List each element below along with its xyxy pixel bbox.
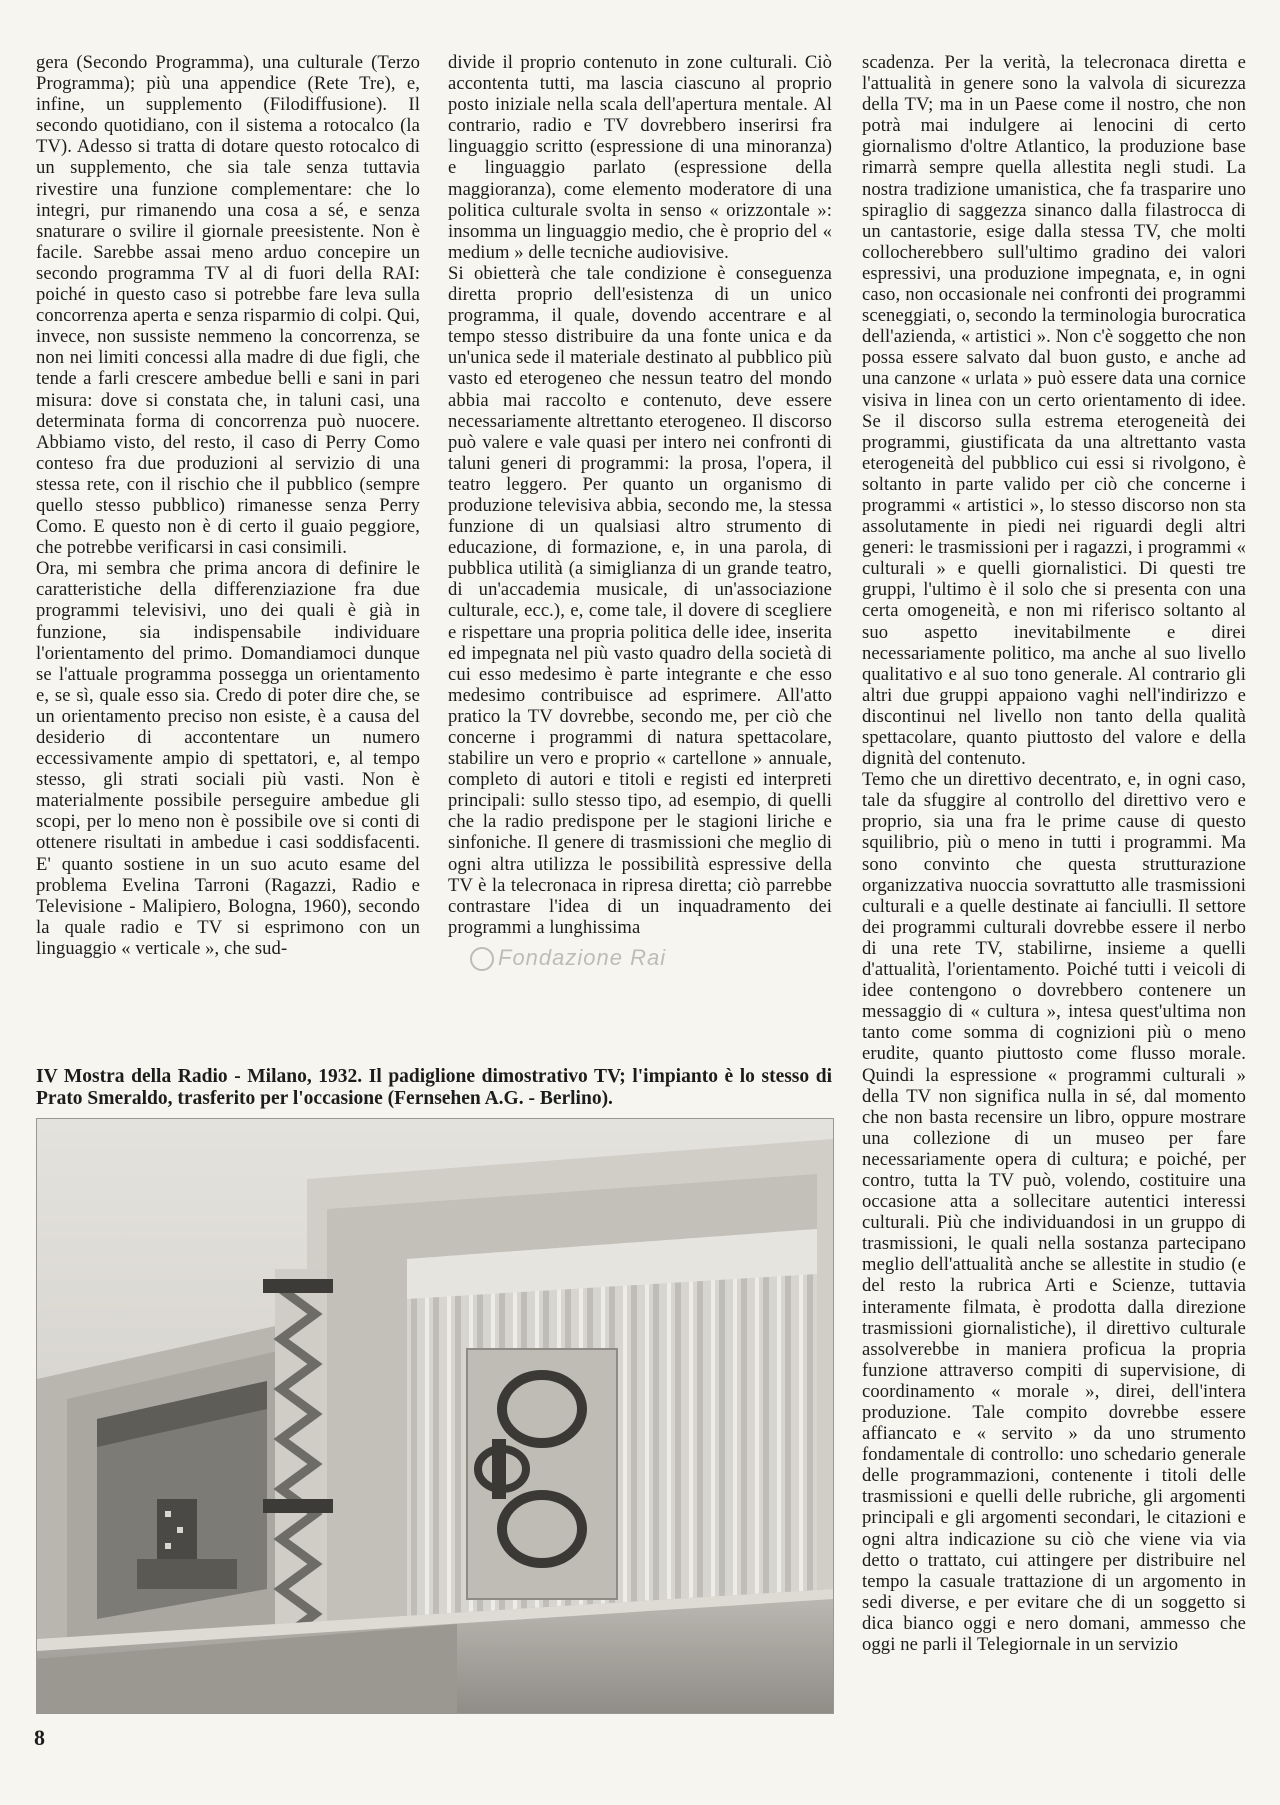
page-number: 8 (34, 1725, 45, 1750)
text-column-1 (36, 52, 420, 959)
photo-caption: IV Mostra della Radio - Milano, 1932. Il padiglione dimostrativo TV; l'impianto è lo stesso di Prato Smeraldo, trasferito per l'occasione (Fernsehen A.G. - Berlino). (36, 1066, 832, 1109)
watermark-logo-icon (470, 947, 494, 971)
paragraph: gera (Secondo Programma), una culturale (Terzo Programma); più una appendice (Rete Tre), e, infine, un supplemento (Filodiffusione). Il secondo quotidiano, con il sistema a rotocalco (la TV). Adesso si tratta di dotare questo rotocalco di un supplemento, che sia tale senza tuttavia rivestire una funzione complementare: che lo integri, pur rimanendo una cosa a sé, e senza snaturare o svilire il giornale preesistente. Non è facile. Sarebbe assai meno arduo concepire un secondo programma TV al di fuori della RAI: poiché in questo caso si potrebbe fare leva sulla concorrenza aperta e senza risparmio di colpi. Qui, invece, non sussiste nemmeno la concorrenza, se non nei limiti concessi alla madre di due figli, che tende a farli crescere ambedue belli e sani in pari misura: dove si constata che, in taluni casi, una determinata forma di concorrenza può nuocere. Abbiamo visto, del resto, il caso di Perry Como conteso fra due produzioni al servizio di una stessa rete, con il rischio che il pubblico (sempre quello stesso pubblico) rimanesse senza Perry Como. E questo non è di certo il guaio peggiore, che potrebbe verificarsi in casi consimili. (36, 52, 420, 559)
paragraph: scadenza. Per la verità, la telecronaca diretta e l'attualità in genere sono la valvola di sicurezza della TV; ma in un Paese come il nostro, che non potrà mai indulgere ai lenocini di certo giornalismo d'oltre Atlantico, la produzione base rimarrà sempre quella allestita negli studi. La nostra tradizione umanistica, che fa trasparire uno spiraglio di saggezza sinanco dalla filastrocca di un cantastorie, esige dalla stessa TV, che molti collocherebbero sull'ultimo gradino dei valori espressivi, una produzione impegnata, e, in ogni caso, non occasionale nei confronti dei programmi sceneggiati, o, secondo la terminologia burocratica dell'azienda, « artistici ». Non c'è soggetto che non possa essere salvato dal buon gusto, e anche ad una canzone « urlata » può essere data una cornice visiva in linea con un certo orientamento di idee. Se il discorso sulla estrema eterogeneità dei programmi, giustificata da una altrettanto vasta eterogeneità del pubblico cui essi si rivolgono, è soltanto in parte valido per ciò che concerne i programmi « artistici », lo stesso discorso non sta assolutamente in piedi nei riguardi degli altri generi: le trasmissioni per i ragazzi, i programmi « culturali » e quelli giornalistici. Di questi tre gruppi, l'ultimo è il solo che si presenta con una certa omogeneità, e non mi riferisco soltanto al suo aspetto inevitabilmente e direi necessariamente politico, ma anche al suo livello qualitativo e al suo tono generale. Al contrario gli altri due gruppi appaiono vaghi nell'indirizzo e discontinui nel livello non tanto della qualità spettacolare, quanto piuttosto del valore e della dignità del contenuto. (862, 52, 1246, 770)
text-column-3 (862, 52, 1246, 1655)
paragraph: divide il proprio contenuto in zone culturali. Ciò accontenta tutti, ma lascia ciascuno al proprio posto iniziale nella scala dell'apertura mentale. Al contrario, radio e TV dovrebbero inserirsi fra linguaggio scritto (espressione di una minoranza) e linguaggio parlato (espressione della maggioranza), come elemento moderatore di una politica culturale svolta in senso « orizzontale »: insomma un linguaggio medio, che è proprio del « medium » delle tecniche audiovisive. (448, 52, 832, 263)
text-column-2 (448, 52, 832, 938)
paragraph: Si obietterà che tale condizione è conseguenza diretta proprio dell'esistenza di un unico programma, il quale, dovendo accentrare e al tempo stesso distribuire da una fonte unica e da un'unica sede il materiale destinato al pubblico più vasto ed eterogeneo che nessun teatro del mondo abbia mai raccolto e contenuto, deve essere necessariamente altrettanto eterogeneo. Il discorso può valere e vale quasi per intero nei confronti di taluni generi di programmi: la prosa, l'opera, il teatro leggero. Per quanto un organismo di produzione televisiva abbia, secondo me, la stessa funzione di un qualsiasi altro strumento di educazione, di formazione, e, in una parola, di pubblica utilità (a simiglianza di un grande teatro, di un'accademia musicale, di un'associazione culturale, ecc.), e, come tale, il dovere di scegliere e rispettare una propria politica delle idee, inserita ed impegnata nel più vasto quadro della società di cui esso medesimo è parte integrante e che esso medesimo contribuisce ad esprimere. All'atto pratico la TV dovrebbe, secondo me, per ciò che concerne i programmi di natura spettacolare, stabilire un vero e proprio « cartellone » annuale, completo di autori e titoli e registi ed interpreti principali: sullo stesso tipo, ad esempio, di quelli che la radio predispone per le stagioni liriche e sinfoniche. Il genere di trasmissioni che meglio di ogni altra utilizza le possibilità espressive della TV è la telecronaca in ripresa diretta; ciò parrebbe contrastare l'idea di un inquadramento dei programmi a lunghissima (448, 262, 832, 938)
paragraph: Temo che un direttivo decentrato, e, in ogni caso, tale da sfuggire al controllo del direttivo vero e proprio, sia una fra le prime cause di questo squilibrio, più o meno in tutti i programmi. Ma sono convinto che questa strutturazione organizzativa nuoccia sovrattutto alle trasmissioni culturali e a quelle destinate ai fanciulli. Il settore dei programmi culturali dovrebbe essere il nerbo di una rete TV, stabilirne, insieme a quelli d'attualità, l'orientamento. Poiché tutti i veicoli di idee contengono o dovrebbero contenere un messaggio di « cultura », intesa quest'ultima non tanto come somma di cognizioni più o meno erudite, quanto piuttosto come flusso morale. Quindi la espressione « programmi culturali » della TV non significa nulla in sé, dal momento che non basta recensire un libro, oppure mostrare una collezione di un museo per fare necessariamente opera di cultura; e poiché, per contro, tutta la TV può, volendo, costituire una occasione atta a sollecitare autentici interessi culturali. Più che individuandosi in un gruppo di trasmissioni, le quali nella sostanza partecipano meglio dell'attualità anche se allestite in studio (e del resto la rubrica Arti e Scienze, tuttavia interamente filmata, è prodotta dalla direzione trasmissioni giornalistiche), il direttivo culturale assolverebbe in maniera proficua la propria funzione attraverso compiti di supervisione, di coordinamento « morale », direi, dell'intera produzione. Tale compito dovrebbe essere affiancato e « servito » da uno strumento fondamentale di controllo: uno schedario generale delle programmazioni, contenente i titoli delle trasmissioni e quelli delle rubriche, gli argomenti principali e gli argomenti secondari, le citazioni e ogni altra indicazione su ciò che viene via via detto o trattato, cui attingere per distribuire nel tempo la casuale trattazione di un argomento in sedi diverse, e per evitare che di un soggetto si dica bianco oggi e nero domani, ammesso che oggi ne parli il Telegiornale in un servizio (862, 769, 1246, 1656)
paragraph: Ora, mi sembra che prima ancora di definire le caratteristiche della differenziazione fra due programmi televisivi, uno dei quali è già in funzione, sia indispensabile individuare l'orientamento del primo. Domandiamoci dunque se l'attuale programma possegga un orientamento e, se sì, quale esso sia. Credo di poter dire che, se un orientamento preciso non esiste, è a causa del desiderio di accontentare un numero eccessivamente ampio di spettatori, e, al tempo stesso, gli strati sociali più vasti. Non è materialmente possibile perseguire ambedue gli scopi, per lo meno non è possibile ove si conti di ottenere risultati in ambedue i casi soddisfacenti. E' quanto sostiene in un suo acuto esame del problema Evelina Tarroni (Ragazzi, Radio e Televisione - Malipiero, Bologna, 1960), secondo la quale radio e TV si esprimono con un linguaggio « verticale », che sud- (36, 558, 420, 959)
watermark: Fondazione Rai (470, 945, 850, 971)
exhibition-photo (36, 1118, 834, 1714)
